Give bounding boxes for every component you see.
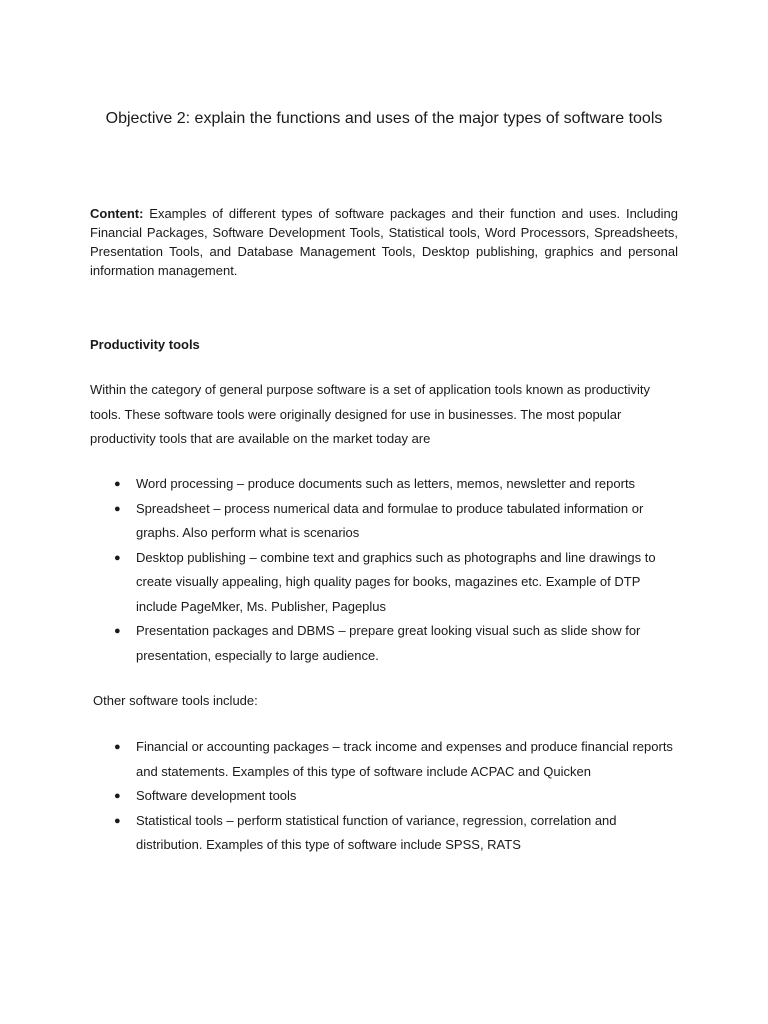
list-item	[90, 497, 680, 546]
bullet-icon: ●	[114, 625, 121, 637]
other-tools-label: Other software tools include:	[93, 693, 258, 708]
bullet-icon: ●	[114, 478, 121, 490]
list-item	[90, 784, 680, 809]
bullet-icon: ●	[114, 790, 121, 802]
list-item-text: Financial or accounting packages – track income and expenses and produce financial reports and statements. Examples of this type of software include ACPAC and Quicken	[136, 739, 673, 779]
content-label: Content:	[90, 206, 144, 221]
bullet-icon: ●	[114, 502, 121, 515]
productivity-intro: Within the category of general purpose software is a set of application tools known as productivity tools. These software tools were originally designed for use in businesses. The most popular productivity tools that are available on the market today are	[90, 382, 651, 446]
productivity-list	[90, 472, 680, 668]
list-item	[90, 809, 680, 858]
bullet-icon: ●	[114, 741, 121, 753]
content-text: Examples of different types of software packages and their function and uses. Including Financial Packages, Software Development Tools, Statistical tools, Word Processors, Spreadsheets, Presentation Tools, and Database Management Tools, Desktop publishing, graphics and personal information management.	[90, 206, 678, 278]
page-title: Objective 2: explain the functions and uses of the major types of software tools	[105, 110, 663, 127]
list-item-text: Desktop publishing – combine text and graphics such as photographs and line drawings to create visually appealing, high quality pages for books, magazines etc. Example of DTP include PageMker, Ms. Publisher, Pageplus	[136, 549, 656, 614]
bullet-icon: ●	[114, 551, 121, 564]
list-item-text: Statistical tools – perform statistical function of variance, regression, correlation and distribution. Examples of this type of software include SPSS, RATS	[136, 812, 617, 852]
list-item	[90, 619, 680, 668]
bullet-icon: ●	[114, 814, 121, 827]
productivity-heading: Productivity tools	[90, 337, 200, 352]
list-item	[90, 735, 680, 784]
list-item-text: Spreadsheet – process numerical data and formulae to produce tabulated information or graphs. Also perform what is scenarios	[136, 500, 644, 540]
list-item-text: Presentation packages and DBMS – prepare great looking visual such as slide show for presentation, especially to large audience.	[136, 623, 641, 663]
list-item	[90, 546, 680, 620]
list-item-text: Word processing – produce documents such as letters, memos, newsletter and reports	[136, 476, 636, 491]
content-paragraph	[90, 204, 678, 280]
other-tools-list	[90, 735, 680, 858]
list-item	[90, 472, 680, 497]
list-item-text: Software development tools	[136, 788, 297, 803]
